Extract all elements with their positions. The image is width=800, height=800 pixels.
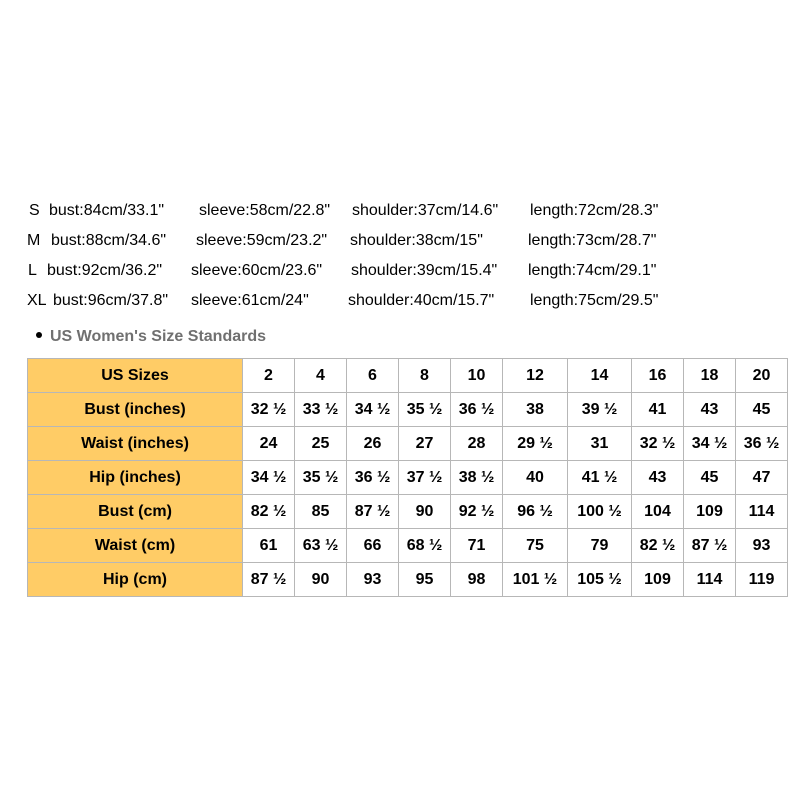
row-label: Bust (cm) [28,495,243,529]
table-cell: 47 [736,461,788,495]
table-cell: 37 ½ [399,461,451,495]
table-cell: 85 [295,495,347,529]
section-heading [36,328,266,346]
spec-length: length:74cm/29.1" [528,262,657,279]
table-cell: 43 [632,461,684,495]
spec-bust: bust:96cm/37.8" [53,292,169,309]
spec-shoulder: shoulder:40cm/15.7" [348,292,495,309]
spec-size: S [29,202,40,219]
table-cell: 14 [568,359,632,393]
spec-sleeve: sleeve:60cm/23.6" [191,262,323,279]
table-cell: 36 ½ [451,393,503,427]
spec-bust: bust:84cm/33.1" [49,202,165,219]
table-cell: 75 [503,529,568,563]
table-cell: 109 [632,563,684,597]
size-table [27,358,788,597]
table-cell: 35 ½ [399,393,451,427]
table-cell: 10 [451,359,503,393]
table-cell: 90 [295,563,347,597]
garment-spec-list [0,198,800,318]
table-cell: 41 [632,393,684,427]
table-cell: 63 ½ [295,529,347,563]
table-row [28,461,788,495]
table-cell: 90 [399,495,451,529]
table-cell: 38 ½ [451,461,503,495]
spec-shoulder: shoulder:37cm/14.6" [352,202,499,219]
table-row [28,393,788,427]
table-cell: 96 ½ [503,495,568,529]
row-label: Hip (inches) [28,461,243,495]
table-cell: 119 [736,563,788,597]
table-cell: 26 [347,427,399,461]
row-label: Bust (inches) [28,393,243,427]
table-cell: 66 [347,529,399,563]
spec-sleeve: sleeve:61cm/24" [191,292,309,309]
spec-bust: bust:88cm/34.6" [51,232,167,249]
table-cell: 39 ½ [568,393,632,427]
row-label: Hip (cm) [28,563,243,597]
table-cell: 24 [243,427,295,461]
table-cell: 93 [736,529,788,563]
table-cell: 92 ½ [451,495,503,529]
bullet-icon [36,332,42,338]
spec-bust: bust:92cm/36.2" [47,262,163,279]
table-cell: 20 [736,359,788,393]
table-row [28,495,788,529]
table-cell: 87 ½ [243,563,295,597]
table-cell: 68 ½ [399,529,451,563]
table-cell: 12 [503,359,568,393]
table-cell: 43 [684,393,736,427]
table-cell: 34 ½ [684,427,736,461]
row-label: US Sizes [28,359,243,393]
spec-line-m [0,228,800,258]
spec-line-l [0,258,800,288]
table-row [28,529,788,563]
spec-size: M [27,232,41,249]
table-cell: 114 [736,495,788,529]
table-cell: 87 ½ [684,529,736,563]
table-row [28,427,788,461]
spec-size: XL [27,292,47,309]
table-cell: 36 ½ [347,461,399,495]
table-cell: 114 [684,563,736,597]
spec-shoulder: shoulder:38cm/15" [350,232,483,249]
spec-shoulder: shoulder:39cm/15.4" [351,262,498,279]
table-cell: 38 [503,393,568,427]
spec-sleeve: sleeve:59cm/23.2" [196,232,328,249]
table-cell: 35 ½ [295,461,347,495]
table-cell: 82 ½ [243,495,295,529]
table-cell: 34 ½ [347,393,399,427]
table-row [28,359,788,393]
table-cell: 45 [736,393,788,427]
spec-size: L [28,262,37,279]
table-cell: 100 ½ [568,495,632,529]
table-cell: 32 ½ [632,427,684,461]
table-cell: 18 [684,359,736,393]
table-cell: 31 [568,427,632,461]
table-cell: 2 [243,359,295,393]
table-cell: 87 ½ [347,495,399,529]
table-cell: 79 [568,529,632,563]
table-cell: 33 ½ [295,393,347,427]
table-cell: 82 ½ [632,529,684,563]
spec-length: length:72cm/28.3" [530,202,659,219]
table-cell: 25 [295,427,347,461]
spec-line-s [0,198,800,228]
table-cell: 28 [451,427,503,461]
table-cell: 98 [451,563,503,597]
table-cell: 104 [632,495,684,529]
table-cell: 27 [399,427,451,461]
table-cell: 109 [684,495,736,529]
spec-length: length:75cm/29.5" [530,292,659,309]
table-cell: 45 [684,461,736,495]
row-label: Waist (cm) [28,529,243,563]
table-cell: 93 [347,563,399,597]
table-cell: 61 [243,529,295,563]
table-cell: 40 [503,461,568,495]
section-title: US Women's Size Standards [50,328,267,345]
table-cell: 29 ½ [503,427,568,461]
spec-sleeve: sleeve:58cm/22.8" [199,202,331,219]
table-cell: 95 [399,563,451,597]
table-cell: 32 ½ [243,393,295,427]
table-cell: 101 ½ [503,563,568,597]
table-cell: 105 ½ [568,563,632,597]
table-cell: 6 [347,359,399,393]
table-cell: 8 [399,359,451,393]
table-cell: 34 ½ [243,461,295,495]
table-row [28,563,788,597]
row-label: Waist (inches) [28,427,243,461]
table-cell: 16 [632,359,684,393]
table-cell: 41 ½ [568,461,632,495]
table-cell: 4 [295,359,347,393]
spec-line-xl [0,288,800,318]
table-cell: 36 ½ [736,427,788,461]
spec-length: length:73cm/28.7" [528,232,657,249]
table-cell: 71 [451,529,503,563]
